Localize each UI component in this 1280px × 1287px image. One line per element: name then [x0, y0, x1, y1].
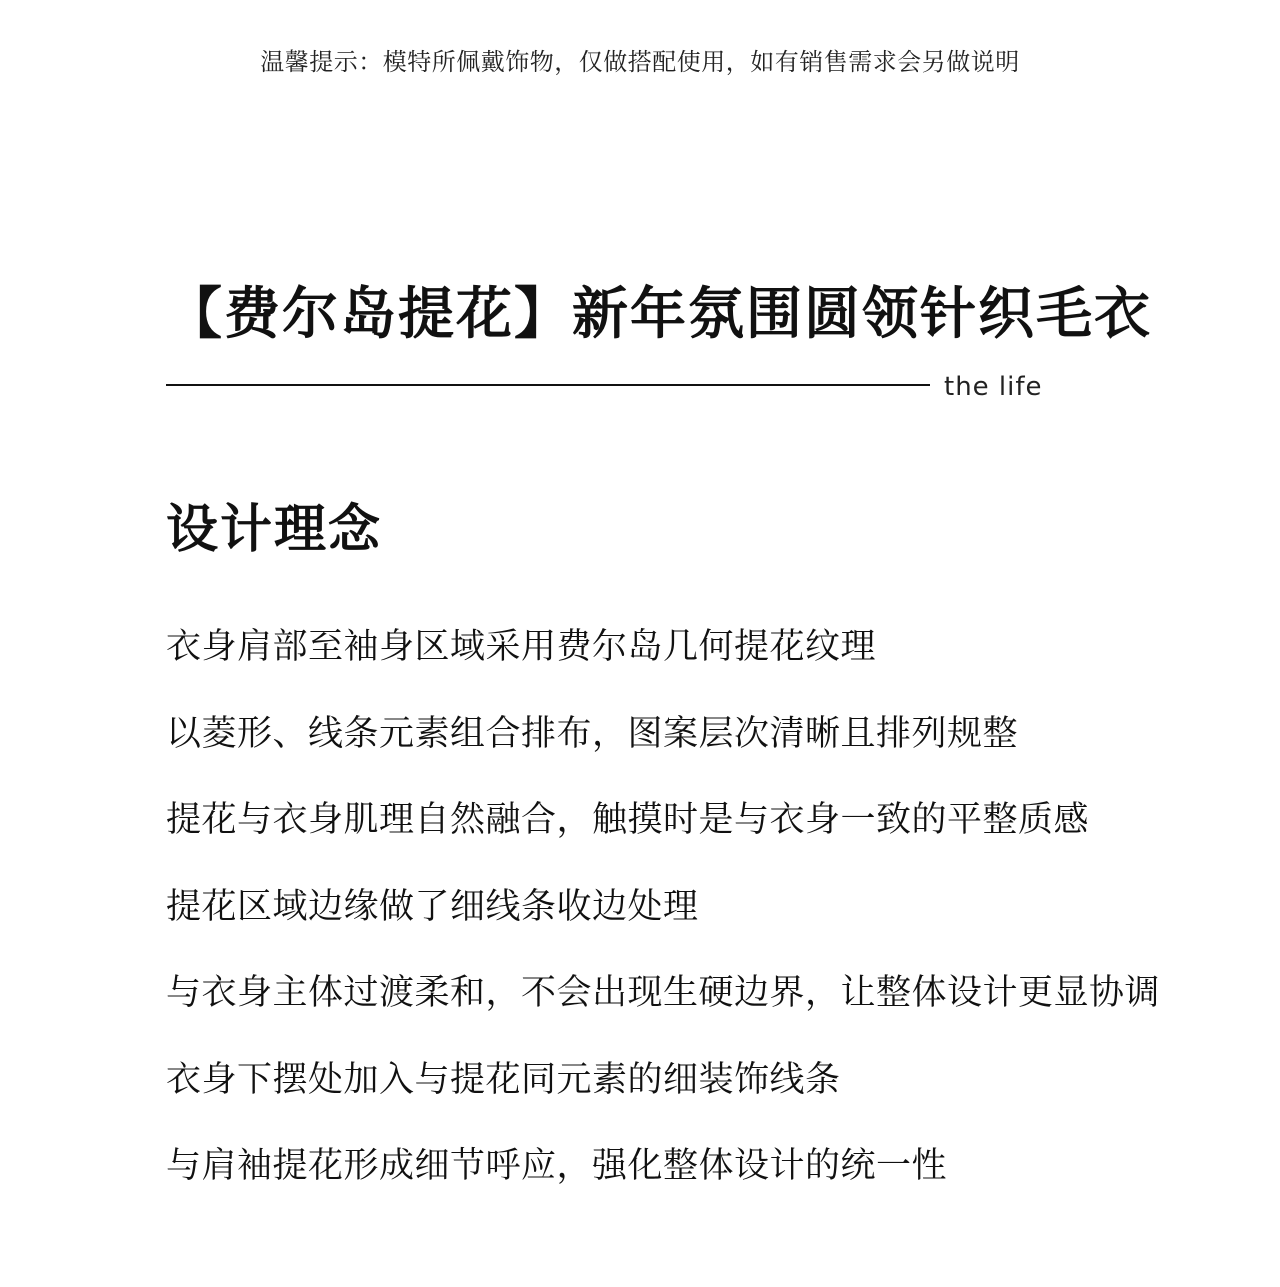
notice-text: 温馨提示：模特所佩戴饰物，仅做搭配使用，如有销售需求会另做说明 — [260, 48, 1020, 76]
section-heading: 设计理念 — [166, 500, 383, 560]
design-concept-line: 以菱形、线条元素组合排布，图案层次清晰且排列规整 — [166, 713, 1019, 754]
design-concept-line: 提花区域边缘做了细线条收边处理 — [166, 886, 699, 927]
design-concept-line: 衣身下摆处加入与提花同元素的细装饰线条 — [166, 1059, 841, 1100]
design-concept-line: 提花与衣身肌理自然融合，触摸时是与衣身一致的平整质感 — [166, 800, 1090, 840]
product-title: 【费尔岛提花】新年氛围圆领针织毛衣 — [166, 282, 1152, 347]
design-concept-line: 与衣身主体过渡柔和，不会出现生硬边界，让整体设计更显协调 — [166, 973, 1161, 1013]
design-concept-line: 与肩袖提花形成细节呼应，强化整体设计的统一性 — [166, 1146, 948, 1186]
design-concept-line: 衣身肩部至袖身区域采用费尔岛几何提花纹理 — [166, 627, 877, 667]
title-divider — [166, 384, 930, 386]
tagline: the life — [944, 372, 1043, 402]
design-concept-list — [166, 620, 1266, 1226]
